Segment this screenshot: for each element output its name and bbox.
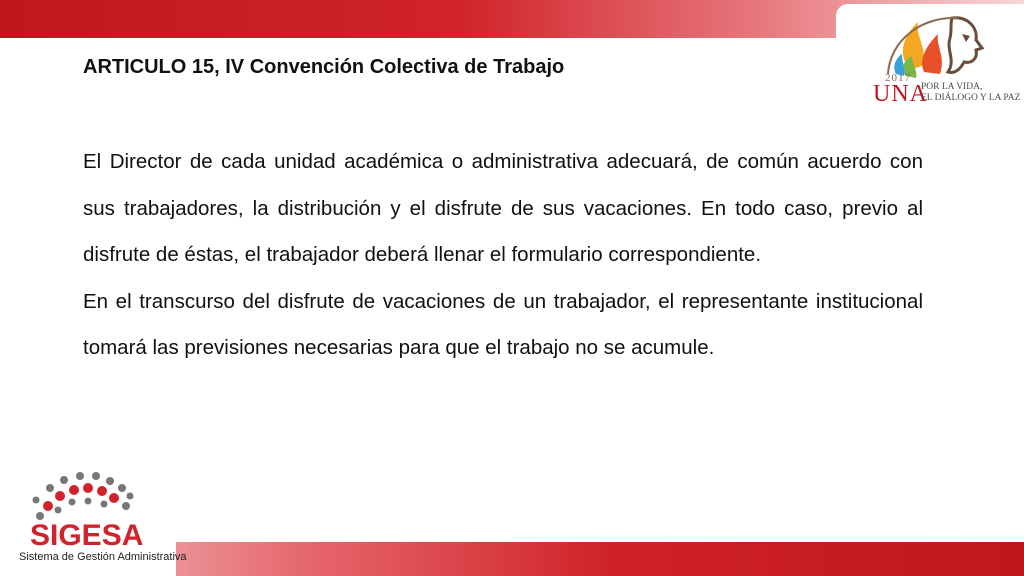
una-tagline-line2: EL DIÁLOGO Y LA PAZ <box>921 93 1021 103</box>
slide-title: ARTICULO 15, IV Convención Colectiva de Trabajo <box>83 56 565 78</box>
body-paragraph-1: El Director de cada unidad académica o administrativa adecuará, de común acuerdo con sus trabajadores, la distribución y el disfrute de sus vacaciones. En todo caso, previo al disfrute de éstas, el trabajador deberá llenar el formulario correspondiente. <box>83 150 923 266</box>
una-tagline-line1: POR LA VIDA, <box>921 82 983 92</box>
dot-arc-logo-icon <box>30 466 140 522</box>
sigesa-wordmark: SIGESA <box>30 519 144 552</box>
una-wordmark: UNA <box>873 81 928 107</box>
body-paragraph-2: En el transcurso del disfrute de vacaciones de un trabajador, el representante institucional tomará las previsiones necesarias para que el trabajo no se acumule. <box>83 289 923 359</box>
sigesa-subtitle: Sistema de Gestión Administrativa <box>19 551 187 563</box>
una-year: 2017 <box>885 72 911 84</box>
slide-body <box>83 139 923 372</box>
